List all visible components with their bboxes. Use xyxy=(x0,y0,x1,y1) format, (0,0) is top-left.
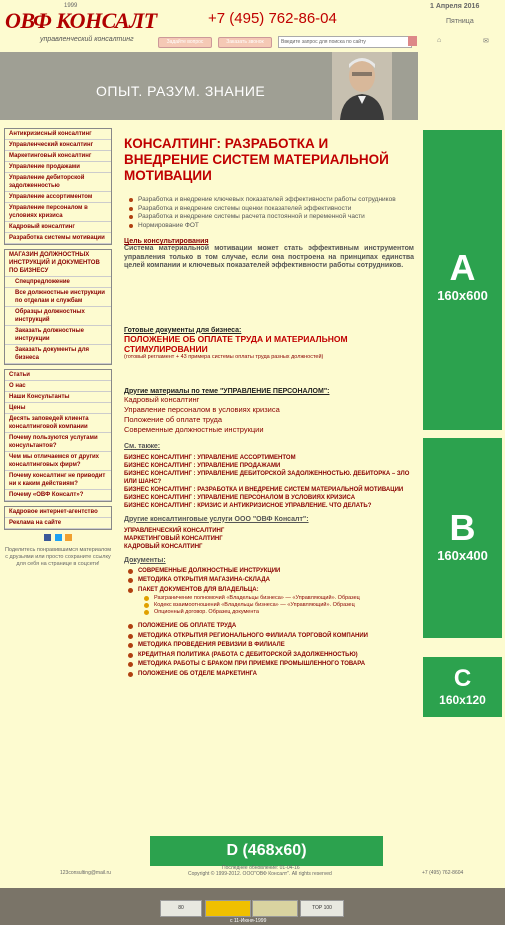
share-icons xyxy=(4,534,112,543)
footer-copyright: Copyright © 1999-2012. ООО"ОВФ Консалт". All rights reserved xyxy=(188,871,332,877)
banner-slogan: ОПЫТ. РАЗУМ. ЗНАНИЕ xyxy=(96,83,266,99)
sidebar-item[interactable]: Почему консалтинг не приводит ни к каким действиям? xyxy=(5,471,111,490)
document-link[interactable]: ПОЛОЖЕНИЕ ОБ ОПЛАТЕ ТРУДА xyxy=(124,622,414,632)
logo-year: 1999 xyxy=(64,3,78,9)
see-also-link[interactable]: БИЗНЕС КОНСАЛТИНГ : УПРАВЛЕНИЕ АССОРТИМЕНТОМ xyxy=(124,454,296,461)
see-also-link[interactable]: БИЗНЕС КОНСАЛТИНГ : УПРАВЛЕНИЕ ПЕРСОНАЛОМ В УСЛОВИЯХ КРИЗИСА xyxy=(124,494,356,501)
goal-heading: Цель консультирования xyxy=(124,238,209,245)
other-materials-heading: Другие материалы по теме "УПРАВЛЕНИЕ ПЕРСОНАЛОМ": xyxy=(124,387,330,395)
sidebar-item[interactable]: Десять заповедей клиента консалтинговой компании xyxy=(5,414,111,433)
documents-list xyxy=(124,567,414,680)
ad-slot-d[interactable]: D (468x60) xyxy=(150,836,383,866)
sidebar-item[interactable]: Почему пользуются услугами консультантов? xyxy=(5,433,111,452)
ad-slot-b[interactable] xyxy=(423,438,502,638)
ad-slot-label: B xyxy=(449,507,476,548)
sidebar-item[interactable]: Заказать должностные инструкции xyxy=(5,326,111,345)
counter-badge-2[interactable] xyxy=(205,900,251,917)
twitter-icon[interactable] xyxy=(55,534,62,541)
rating-badge[interactable]: TOP 100 xyxy=(300,900,344,917)
service-link[interactable]: УПРАВЛЕНЧЕСКИЙ КОНСАЛТИНГ xyxy=(124,527,225,534)
header-date: 1 Апреля 2016 xyxy=(430,3,480,10)
material-link[interactable]: Современные должностные инструкции xyxy=(124,424,264,434)
logo[interactable]: ОВФ КОНСАЛТ xyxy=(5,8,157,33)
sidebar-shop xyxy=(4,249,112,365)
sidebar-item[interactable]: Управление продажами xyxy=(5,162,111,173)
sidebar-item[interactable]: Цены xyxy=(5,403,111,414)
sidebar-item[interactable]: Кадровое интернет-агентство xyxy=(5,507,111,518)
portrait-graphic xyxy=(332,52,392,120)
sidebar-item[interactable]: Кадровый консалтинг xyxy=(5,222,111,233)
sidebar-item[interactable]: Разработка системы мотивации xyxy=(5,233,111,244)
sidebar-item[interactable]: Заказать документы для бизнеса xyxy=(5,345,111,364)
service-link[interactable]: МАРКЕТИНГОВЫЙ КОНСАЛТИНГ xyxy=(124,535,223,542)
main-content xyxy=(124,136,414,679)
sidebar-item[interactable]: Управление ассортиментом xyxy=(5,192,111,203)
see-also-link[interactable]: БИЗНЕС КОНСАЛТИНГ : РАЗРАБОТКА И ВНЕДРЕНИЕ СИСТЕМ МАТЕРИАЛЬНОЙ МОТИВАЦИИ xyxy=(124,486,404,493)
ad-slot-size: 160x120 xyxy=(439,693,486,707)
sidebar-item[interactable]: Все должностные инструкции по отделам и службам xyxy=(5,288,111,307)
sidebar-shop-title[interactable]: МАГАЗИН ДОЛЖНОСТНЫХ ИНСТРУКЦИЙ И ДОКУМЕНТОВ ПО БИЗНЕСУ xyxy=(5,250,111,277)
document-link[interactable]: МЕТОДИКА РАБОТЫ С БРАКОМ ПРИ ПРИЕМКЕ ПРОМЫШЛЕННОГО ТОВАРА xyxy=(124,660,414,670)
material-link[interactable]: Положение об оплате труда xyxy=(124,414,223,424)
sidebar-item[interactable]: О нас xyxy=(5,381,111,392)
sidebar-services xyxy=(4,128,112,245)
bullet-list xyxy=(128,196,414,230)
material-link[interactable]: Кадровый консалтинг xyxy=(124,394,200,404)
document-link[interactable]: ПАКЕТ ДОКУМЕНТОВ ДЛЯ ВЛАДЕЛЬЦА: xyxy=(124,586,414,596)
document-sublink[interactable]: Опционный договор. Образец документа xyxy=(124,609,414,616)
footer-email[interactable]: 123consulting@mail.ru xyxy=(60,870,111,876)
sidebar-item[interactable]: Статьи xyxy=(5,370,111,381)
vk-icon[interactable] xyxy=(44,534,51,541)
sidebar-item[interactable]: Маркетинговый консалтинг xyxy=(5,151,111,162)
hero-banner xyxy=(0,52,418,120)
ready-doc-subtitle: (готовый регламент + 43 примера системы оплаты труда разных должностей) xyxy=(124,353,324,360)
documents-heading: Документы: xyxy=(124,556,166,564)
see-also-heading: См. также: xyxy=(124,442,161,450)
home-icon[interactable]: ⌂ xyxy=(437,37,442,44)
sidebar-item[interactable]: Реклама на сайте xyxy=(5,518,111,529)
services-heading: Другие консалтинговые услуги ООО "ОВФ Консалт": xyxy=(124,515,309,523)
sidebar-item[interactable]: Почему «ОВФ Консалт»? xyxy=(5,490,111,501)
document-link[interactable]: МЕТОДИКА ОТКРЫТИЯ МАГАЗИНА-СКЛАДА xyxy=(124,576,414,586)
ready-doc-link[interactable]: ПОЛОЖЕНИЕ ОБ ОПЛАТЕ ТРУДА И МАТЕРИАЛЬНОМ СТИМУЛИРОВАНИИ xyxy=(124,333,348,354)
sidebar-item[interactable]: Управленческий консалтинг xyxy=(5,140,111,151)
list-item: Разработка и внедрение системы расчета постоянной и переменной части xyxy=(128,213,414,222)
ad-slot-size: 160x600 xyxy=(437,288,488,303)
portrait-image xyxy=(332,52,392,120)
document-link[interactable]: СОВРЕМЕННЫЕ ДОЛЖНОСТНЫЕ ИНСТРУКЦИИ xyxy=(124,567,414,577)
footer-phone: +7 (495) 762-8604 xyxy=(422,870,464,876)
see-also-link[interactable]: БИЗНЕС КОНСАЛТИНГ : УПРАВЛЕНИЕ ДЕБИТОРСКОЙ ЗАДОЛЖЕННОСТЬЮ. ДЕБИТОРКА – ЗЛО ИЛИ ШАНС? xyxy=(124,470,410,485)
sidebar-extra xyxy=(4,506,112,530)
ok-icon[interactable] xyxy=(65,534,72,541)
sidebar-item[interactable]: Антикризисный консалтинг xyxy=(5,129,111,140)
sidebar-item[interactable]: Образцы должностных инструкций xyxy=(5,307,111,326)
request-callback-button[interactable]: Заказать звонок xyxy=(218,37,272,48)
see-also-link[interactable]: БИЗНЕС КОНСАЛТИНГ : КРИЗИС И АНТИКРИЗИСНОЕ УПРАВЛЕНИЕ. ЧТО ДЕЛАТЬ? xyxy=(124,502,372,509)
sidebar-item[interactable]: Управление персоналом в условиях кризиса xyxy=(5,203,111,222)
header-weekday: Пятница xyxy=(446,18,474,25)
goal-text: Система материальной мотивации может стать эффективным инструментом управления только в том случае, если она построена на принципах единства целей компании и ключевых показателей эффективности работы сотрудников. xyxy=(124,245,414,269)
sidebar-info xyxy=(4,369,112,502)
ad-slot-label: A xyxy=(449,247,476,288)
header xyxy=(0,0,505,52)
service-link[interactable]: КАДРОВЫЙ КОНСАЛТИНГ xyxy=(124,543,203,550)
share-text: Поделитесь понравившимся материалом с друзьями или просто сохраните ссылку для себя на странице в соцсети! xyxy=(4,547,112,567)
sidebar-item[interactable]: Наши Консультанты xyxy=(5,392,111,403)
footer-updated: Последнее обновление: 01-04-16 xyxy=(222,865,300,871)
ad-slot-size: 160x400 xyxy=(437,548,488,563)
ad-slot-a[interactable] xyxy=(423,130,502,430)
document-link[interactable]: ПОЛОЖЕНИЕ ОБ ОТДЕЛЕ МАРКЕТИНГА xyxy=(124,670,414,680)
list-item: Разработка и внедрение системы оценки показателей эффективности xyxy=(128,205,414,214)
ad-slot-label: C xyxy=(453,665,472,692)
page-title: КОНСАЛТИНГ: РАЗРАБОТКА И ВНЕДРЕНИЕ СИСТЕМ МАТЕРИАЛЬНОЙ МОТИВАЦИИ xyxy=(124,136,389,183)
footer-since: с 11-Июня-1999 xyxy=(230,918,267,924)
ask-question-button[interactable]: Задайте вопрос xyxy=(158,37,212,48)
mail-icon[interactable]: ✉ xyxy=(483,38,489,45)
search-input[interactable]: Введите запрос для поиска по сайту xyxy=(278,36,412,48)
header-phone: +7 (495) 762-86-04 xyxy=(208,10,337,27)
see-also-link[interactable]: БИЗНЕС КОНСАЛТИНГ : УПРАВЛЕНИЕ ПРОДАЖАМИ xyxy=(124,462,281,469)
list-item: Нормирование ФОТ xyxy=(128,222,414,231)
sidebar xyxy=(4,128,112,568)
counter-badge-3[interactable] xyxy=(252,900,298,917)
material-link[interactable]: Управление персоналом в условиях кризиса xyxy=(124,404,280,414)
document-link[interactable]: КРЕДИТНАЯ ПОЛИТИКА (РАБОТА С ДЕБИТОРСКОЙ ЗАДОЛЖЕННОСТЬЮ) xyxy=(124,651,414,661)
sidebar-item[interactable]: Чем мы отличаемся от других консалтинговых фирм? xyxy=(5,452,111,471)
counter-badge[interactable]: 80 xyxy=(160,900,202,917)
document-link[interactable]: МЕТОДИКА ПРОВЕДЕНИЯ РЕВИЗИИ В ФИЛИАЛЕ xyxy=(124,641,414,651)
ad-slot-c[interactable] xyxy=(423,657,502,717)
document-sublink[interactable]: Разграничение полномочий «Владельцы бизнеса» — «Управляющий». Образец xyxy=(124,595,414,602)
ready-docs-heading: Готовые документы для бизнеса: xyxy=(124,326,242,334)
document-sublink[interactable]: Кодекс взаимоотношений «Владельцы бизнеса» — «Управляющий». Образец xyxy=(124,602,414,609)
logo-subtitle: управленческий консалтинг xyxy=(40,36,134,43)
sidebar-item[interactable]: Управление дебиторской задолженностью xyxy=(5,173,111,192)
document-link[interactable]: МЕТОДИКА ОТКРЫТИЯ РЕГИОНАЛЬНОГО ФИЛИАЛА ТОРГОВОЙ КОМПАНИИ xyxy=(124,632,414,642)
search-button[interactable] xyxy=(408,36,417,46)
sidebar-item[interactable]: Спецпредложение xyxy=(5,277,111,288)
list-item: Разработка и внедрение ключевых показателей эффективности работы сотрудников xyxy=(128,196,414,205)
